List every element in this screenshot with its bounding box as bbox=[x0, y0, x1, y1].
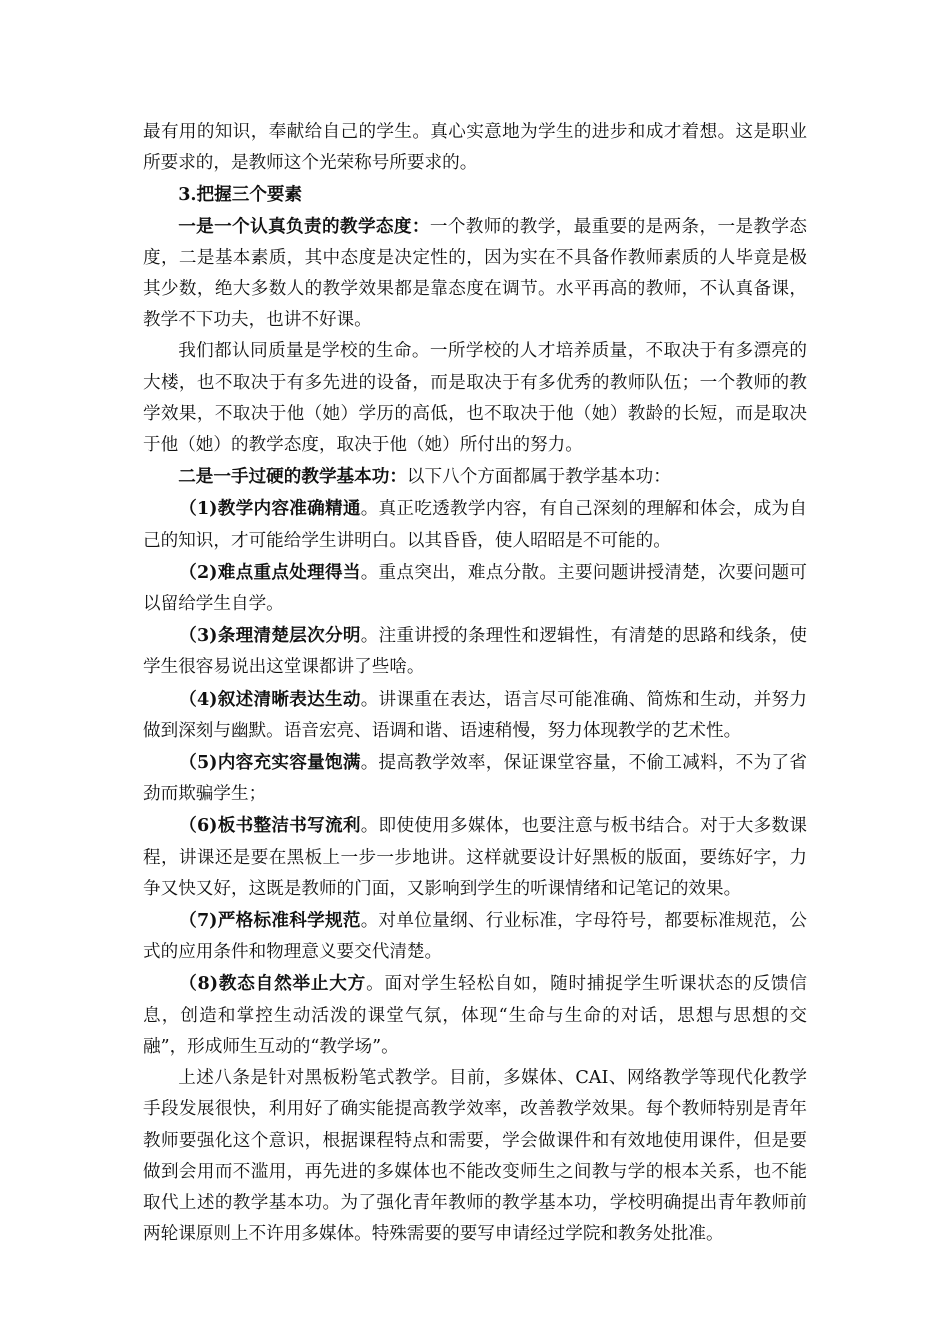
list-item-body: 。即使使用多媒体，也要注意与板书结合。对于大多数课程，讲课还是要在黑板上一步一步地讲。这样就要设计好黑板的版面，要练好字，力争又快又好，这既是教师的门面，又影响到学生的听课情绪和记笔记的效果。 bbox=[143, 816, 807, 899]
paragraph-body: 一个教师的教学，最重要的是两条，一是教学态度，二是基本素质，其中态度是决定性的，因为实在不具备作教师素质的人毕竟是极其少数，绝大多数人的教学效果都是靠态度在调节。水平再高的教师，不认真备课，教学不下功夫，也讲不好课。 bbox=[143, 216, 807, 331]
list-item-body: 。讲课重在表达，语言尽可能准确、简炼和生动，并努力做到深刻与幽默。语音宏亮、语调和谐、语速稍慢，努力体现教学的艺术性。 bbox=[143, 689, 807, 741]
list-item-lead: （3)条理清楚层次分明 bbox=[179, 625, 361, 647]
list-item-lead: （6)板书整洁书写流利 bbox=[179, 815, 361, 837]
list-item-lead: （4)叙述清晰表达生动 bbox=[179, 688, 361, 710]
paragraph-multimedia: 上述八条是针对黑板粉笔式教学。目前，多媒体、CAI、网络教学等现代化教学手段发展很快，利用好了确实能提高教学效率，改善教学效果。每个教师特别是青年教师要强化这个意识，根据课程特点和需要，学会做课件和有效地使用课件，但是要做到会用而不滥用，再先进的多媒体也不能改变师生之间教与学的根本关系，也不能取代上述的教学基本功。为了强化青年教师的教学基本功，学校明确提出青年教师前两轮课原则上不许用多媒体。特殊需要的要写申请经过学院和教务处批准。 bbox=[143, 1068, 807, 1245]
paragraph-lead: 二是一手过硬的教学基本功： bbox=[178, 466, 407, 488]
document-page bbox=[143, 117, 807, 1250]
list-item bbox=[143, 810, 807, 905]
list-item-lead: （5)内容充实容量饱满 bbox=[179, 752, 361, 774]
list-item-lead: （1)教学内容准确精通 bbox=[179, 498, 361, 520]
paragraph-basic-skills bbox=[143, 461, 807, 493]
paragraph-teaching-attitude bbox=[143, 211, 807, 337]
list-item bbox=[143, 557, 807, 620]
list-item bbox=[143, 747, 807, 810]
list-item-body: 。提高教学效率，保证课堂容量，不偷工减料，不为了省劲而欺骗学生； bbox=[143, 753, 807, 805]
list-item bbox=[143, 968, 807, 1063]
section-heading: 3.把握三个要素 bbox=[178, 184, 303, 206]
list-item bbox=[143, 493, 807, 556]
list-item-body: 。面对学生轻松自如，随时捕捉学生听课状态的反馈信息，创造和掌控生动活泼的课堂气氛，体现“生命与生命的对话，思想与思想的交融”，形成师生互动的“教学场”。 bbox=[143, 974, 807, 1057]
list-item bbox=[143, 620, 807, 683]
list-item-lead: （8)教态自然举止大方 bbox=[179, 973, 367, 995]
paragraph-body: 以下八个方面都属于教学基本功： bbox=[406, 467, 671, 488]
list-item-body: 。重点突出，难点分散。主要问题讲授清楚，次要问题可以留给学生自学。 bbox=[143, 562, 807, 615]
list-item bbox=[143, 905, 807, 968]
list-item-lead: （7)严格标准科学规范 bbox=[179, 910, 361, 932]
list-item-body: 。真正吃透教学内容，有自己深刻的理解和体会，成为自己的知识，才可能给学生讲明白。以其昏昏，使人昭昭是不可能的。 bbox=[143, 499, 807, 551]
paragraph-continuation: 最有用的知识，奉献给自己的学生。真心实意地为学生的进步和成才着想。这是职业所要求的，是教师这个光荣称号所要求的。 bbox=[143, 122, 807, 174]
list-item-lead: （2)难点重点处理得当 bbox=[179, 561, 361, 583]
list-item-body: 。对单位量纲、行业标准，字母符号，都要标准规范，公式的应用条件和物理意义要交代清楚。 bbox=[143, 911, 807, 963]
list-item-body: 。注重讲授的条理性和逻辑性，有清楚的思路和线条，使学生很容易说出这堂课都讲了些啥。 bbox=[143, 626, 807, 678]
paragraph-quality: 我们都认同质量是学校的生命。一所学校的人才培养质量，不取决于有多漂亮的大楼，也不取决于有多先进的设备，而是取决于有多优秀的教师队伍；一个教师的教学效果，不取决于他（她）学历的高低，也不取决于他（她）教龄的长短，而是取决于他（她）的教学态度，取决于他（她）所付出的努力。 bbox=[143, 341, 807, 456]
paragraph-lead: 一是一个认真负责的教学态度： bbox=[178, 215, 430, 237]
list-item bbox=[143, 684, 807, 747]
